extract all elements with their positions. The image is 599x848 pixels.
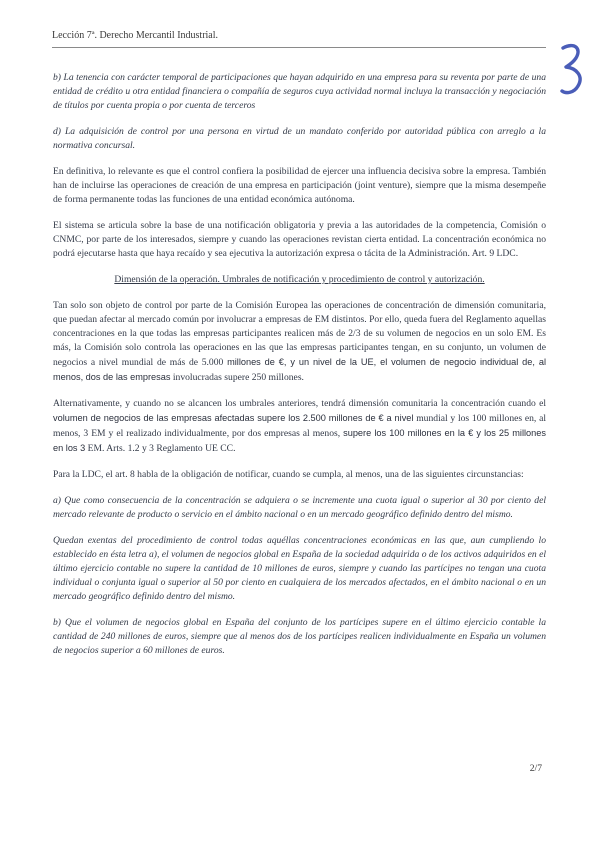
header-divider	[52, 47, 546, 48]
paragraph-b-volumen: b) Que el volumen de negocios global en España del conjunto de los partícipes supere en el último ejercicio contable la cantidad de 240 millones de euros, siempre que al menos dos de los partícipes realicen individualmente en España un volumen de negocios superior a 60 millones de euros.	[53, 617, 546, 656]
handwritten-style-text: volumen de negocios de las empresas afectadas supere los 2.500 millones de € a nivel	[53, 413, 414, 423]
paragraph-en-definitiva: En definitiva, lo relevante es que el control confiera la posibilidad de ejercer una influencia decisiva sobre la empresa. También han de incluirse las operaciones de creación de una empresa en participación (joint venture), siempre que la misma desempeñe de forma permanente todas las funciones de una entidad económica autónoma.	[53, 166, 546, 205]
paragraph-exentas: Quedan exentas del procedimiento de control todas aquéllas concentraciones económicas en las que, aun cumpliendo lo establecido en ésta letra a), el volumen de negocios global en España de la sociedad adquirida o de los activos adquiridos en el último ejercicio contable no supere la cantidad de 10 millones de euros, siempre y cuando las partícipes no tengan una cuota individual o conjunta igual o superior al 50 por ciento en cualquiera de los mercados afectados, en el ámbito nacional o en un mercado geográfico definido dentro del mismo.	[53, 535, 546, 602]
paragraph-b-tenencia: b) La tenencia con carácter temporal de participaciones que hayan adquirido en una empresa para su reventa por parte de una entidad de crédito u otra entidad financiera o compañía de seguros cuya actividad normal incluya la transacción y negociación de títulos por cuenta propia o por cuenta de terceros	[53, 72, 546, 111]
handwritten-style-text: millones de €, y un nivel de la UE, el volumen de negocio individual de, al menos, dos de las empresas	[53, 357, 546, 382]
text-run: EM. Arts. 1.2 y 3 Reglamento UE CC.	[85, 443, 236, 454]
paragraph-ldc: Para la LDC, el art. 8 habla de la obligación de notificar, cuando se cumpla, al menos, una de las siguientes circunstancias:	[53, 469, 524, 480]
page-number: 2/7	[529, 763, 542, 774]
section-heading: Dimensión de la operación. Umbrales de notificación y procedimiento de control y autorización.	[114, 274, 485, 285]
paragraph-a-cuota: a) Que como consecuencia de la concentración se adquiera o se incremente una cuota igual o superior al 30 por ciento del mercado relevante de producto o servicio en el ámbito nacional o en un mercado geográfico definido dentro del mismo.	[53, 495, 546, 520]
paragraph-d-adquisicion: d) La adquisición de control por una persona en virtud de un mandato conferido por autoridad pública con arreglo a la normativa concursal.	[53, 126, 546, 151]
handwritten-style-text: supere los 100 millones en la € y los 25 millones en los 3	[53, 428, 546, 453]
text-run: Tan solo son objeto de control por parte de la Comisión Europea las operaciones de concentración de dimensión comunitaria, que puedan afectar al mercado común por involucrar a empresas de EM distintos. Por ello, queda fuera del Reglamento aquellas concentraciones en la que todas las empresas participantes realicen más de 2/3 de su volumen de negocios en un solo EM. Es más, la Comisión solo controla las operaciones en las que las empresas participantes tengan, en su conjunto, un volumen de negocios a nivel mundial de más de 5.000	[53, 300, 546, 368]
handwritten-page-mark	[558, 42, 588, 98]
paragraph-alternativamente	[53, 397, 546, 456]
paragraph-tan-solo	[53, 299, 546, 385]
page-header: Lección 7ª. Derecho Mercantil Industrial.	[52, 30, 219, 41]
text-run: mundial y los 100 millones en, al menos, 3 EM y el realizado individualmente, por dos empresas al menos,	[53, 413, 546, 439]
document-body	[53, 71, 546, 670]
paragraph-sistema: El sistema se articula sobre la base de una notificación obligatoria y previa a las autoridades de la competencia, Comisión o CNMC, por parte de los interesados, siempre y cuando las operaciones revistan cierta entidad. La concentración económica no podrá ejecutarse hasta que haya recaído y sea ejecutiva la autorización expresa o tácita de la Administración. Art. 9 LDC.	[53, 220, 546, 259]
text-run: involucradas supere 250 millones.	[170, 372, 304, 383]
text-run: Alternativamente, y cuando no se alcancen los umbrales anteriores, tendrá dimensión comunitaria la concentración cuando el	[53, 398, 546, 409]
